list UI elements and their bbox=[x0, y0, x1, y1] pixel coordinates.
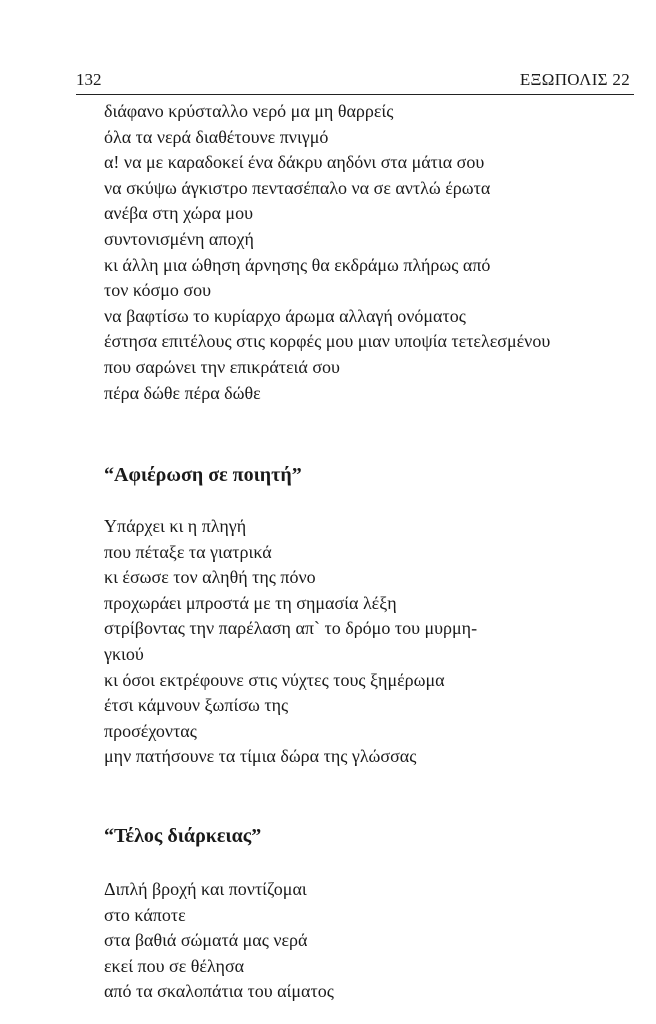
poem-line: κι έσωσε τον αληθή της πόνο bbox=[104, 567, 316, 588]
poem-line: τον κόσμο σου bbox=[104, 280, 212, 301]
poem-line: α! να με καραδοκεί ένα δάκρυ αηδόνι στα μάτια σου bbox=[104, 152, 485, 173]
poem-line: κι άλλη μια ώθηση άρνησης θα εκδράμω πλήρως από bbox=[104, 254, 491, 275]
poem-2-title: “Αφιέρωση σε ποιητή” bbox=[104, 464, 302, 486]
poem-line: Διπλή βροχή και ποντίζομαι bbox=[104, 879, 307, 899]
poem-3-body bbox=[104, 877, 634, 1005]
poem-line: να σκύψω άγκιστρο πεντασέπαλο να σε αντλώ έρωτα bbox=[104, 177, 491, 198]
running-header bbox=[76, 70, 634, 95]
poem-line: εκεί που σε θέλησα bbox=[104, 955, 245, 976]
poem-line: μην πατήσουνε τα τίμια δώρα της γλώσσας bbox=[104, 746, 417, 767]
poem-line: από τα σκαλοπάτια του αίματος bbox=[104, 981, 334, 1002]
poem-line: Υπάρχει κι η πληγή bbox=[104, 516, 247, 536]
poem-line: ανέβα στη χώρα μου bbox=[104, 203, 253, 224]
poem-line: στο κάποτε bbox=[104, 904, 186, 925]
poem-line: στα βαθιά σώματά μας νερά bbox=[104, 930, 308, 951]
poem-line: που πέταξε τα γιατρικά bbox=[104, 541, 272, 562]
poem-line: πέρα δώθε πέρα δώθε bbox=[104, 382, 261, 403]
poem-2-body bbox=[104, 514, 634, 770]
page-number: 132 bbox=[76, 70, 102, 89]
poem-3-title: “Τέλος διάρκειας” bbox=[104, 825, 262, 847]
poem-line: προχωράει μπροστά με τη σημασία λέξη bbox=[104, 592, 397, 613]
poem-1-body bbox=[104, 99, 634, 406]
poem-line: που σαρώνει την επικράτειά σου bbox=[104, 356, 340, 377]
poem-line: διάφανο κρύσταλλο νερό μα μη θαρρείς bbox=[104, 101, 394, 121]
poem-line: να βαφτίσω το κυρίαρχο άρωμα αλλαγή ονόματος bbox=[104, 305, 466, 326]
poem-line: όλα τα νερά διαθέτουνε πνιγμό bbox=[104, 126, 329, 147]
journal-title: ΕΞΩΠΟΛΙΣ 22 bbox=[519, 70, 630, 89]
poem-line: προσέχοντας bbox=[104, 720, 197, 741]
poem-line: γκιού bbox=[104, 643, 144, 664]
poem-line: συντονισμένη αποχή bbox=[104, 228, 254, 249]
poem-line: έστησα επιτέλους στις κορφές μου μιαν υποψία τετελεσμένου bbox=[104, 331, 551, 352]
poem-line: έτσι κάμνουν ξωπίσω της bbox=[104, 695, 289, 716]
poem-line: στρίβοντας την παρέλαση απ` το δρόμο του μυρμη- bbox=[104, 618, 478, 639]
poem-line: κι όσοι εκτρέφουνε στις νύχτες τους ξημέρωμα bbox=[104, 669, 445, 690]
